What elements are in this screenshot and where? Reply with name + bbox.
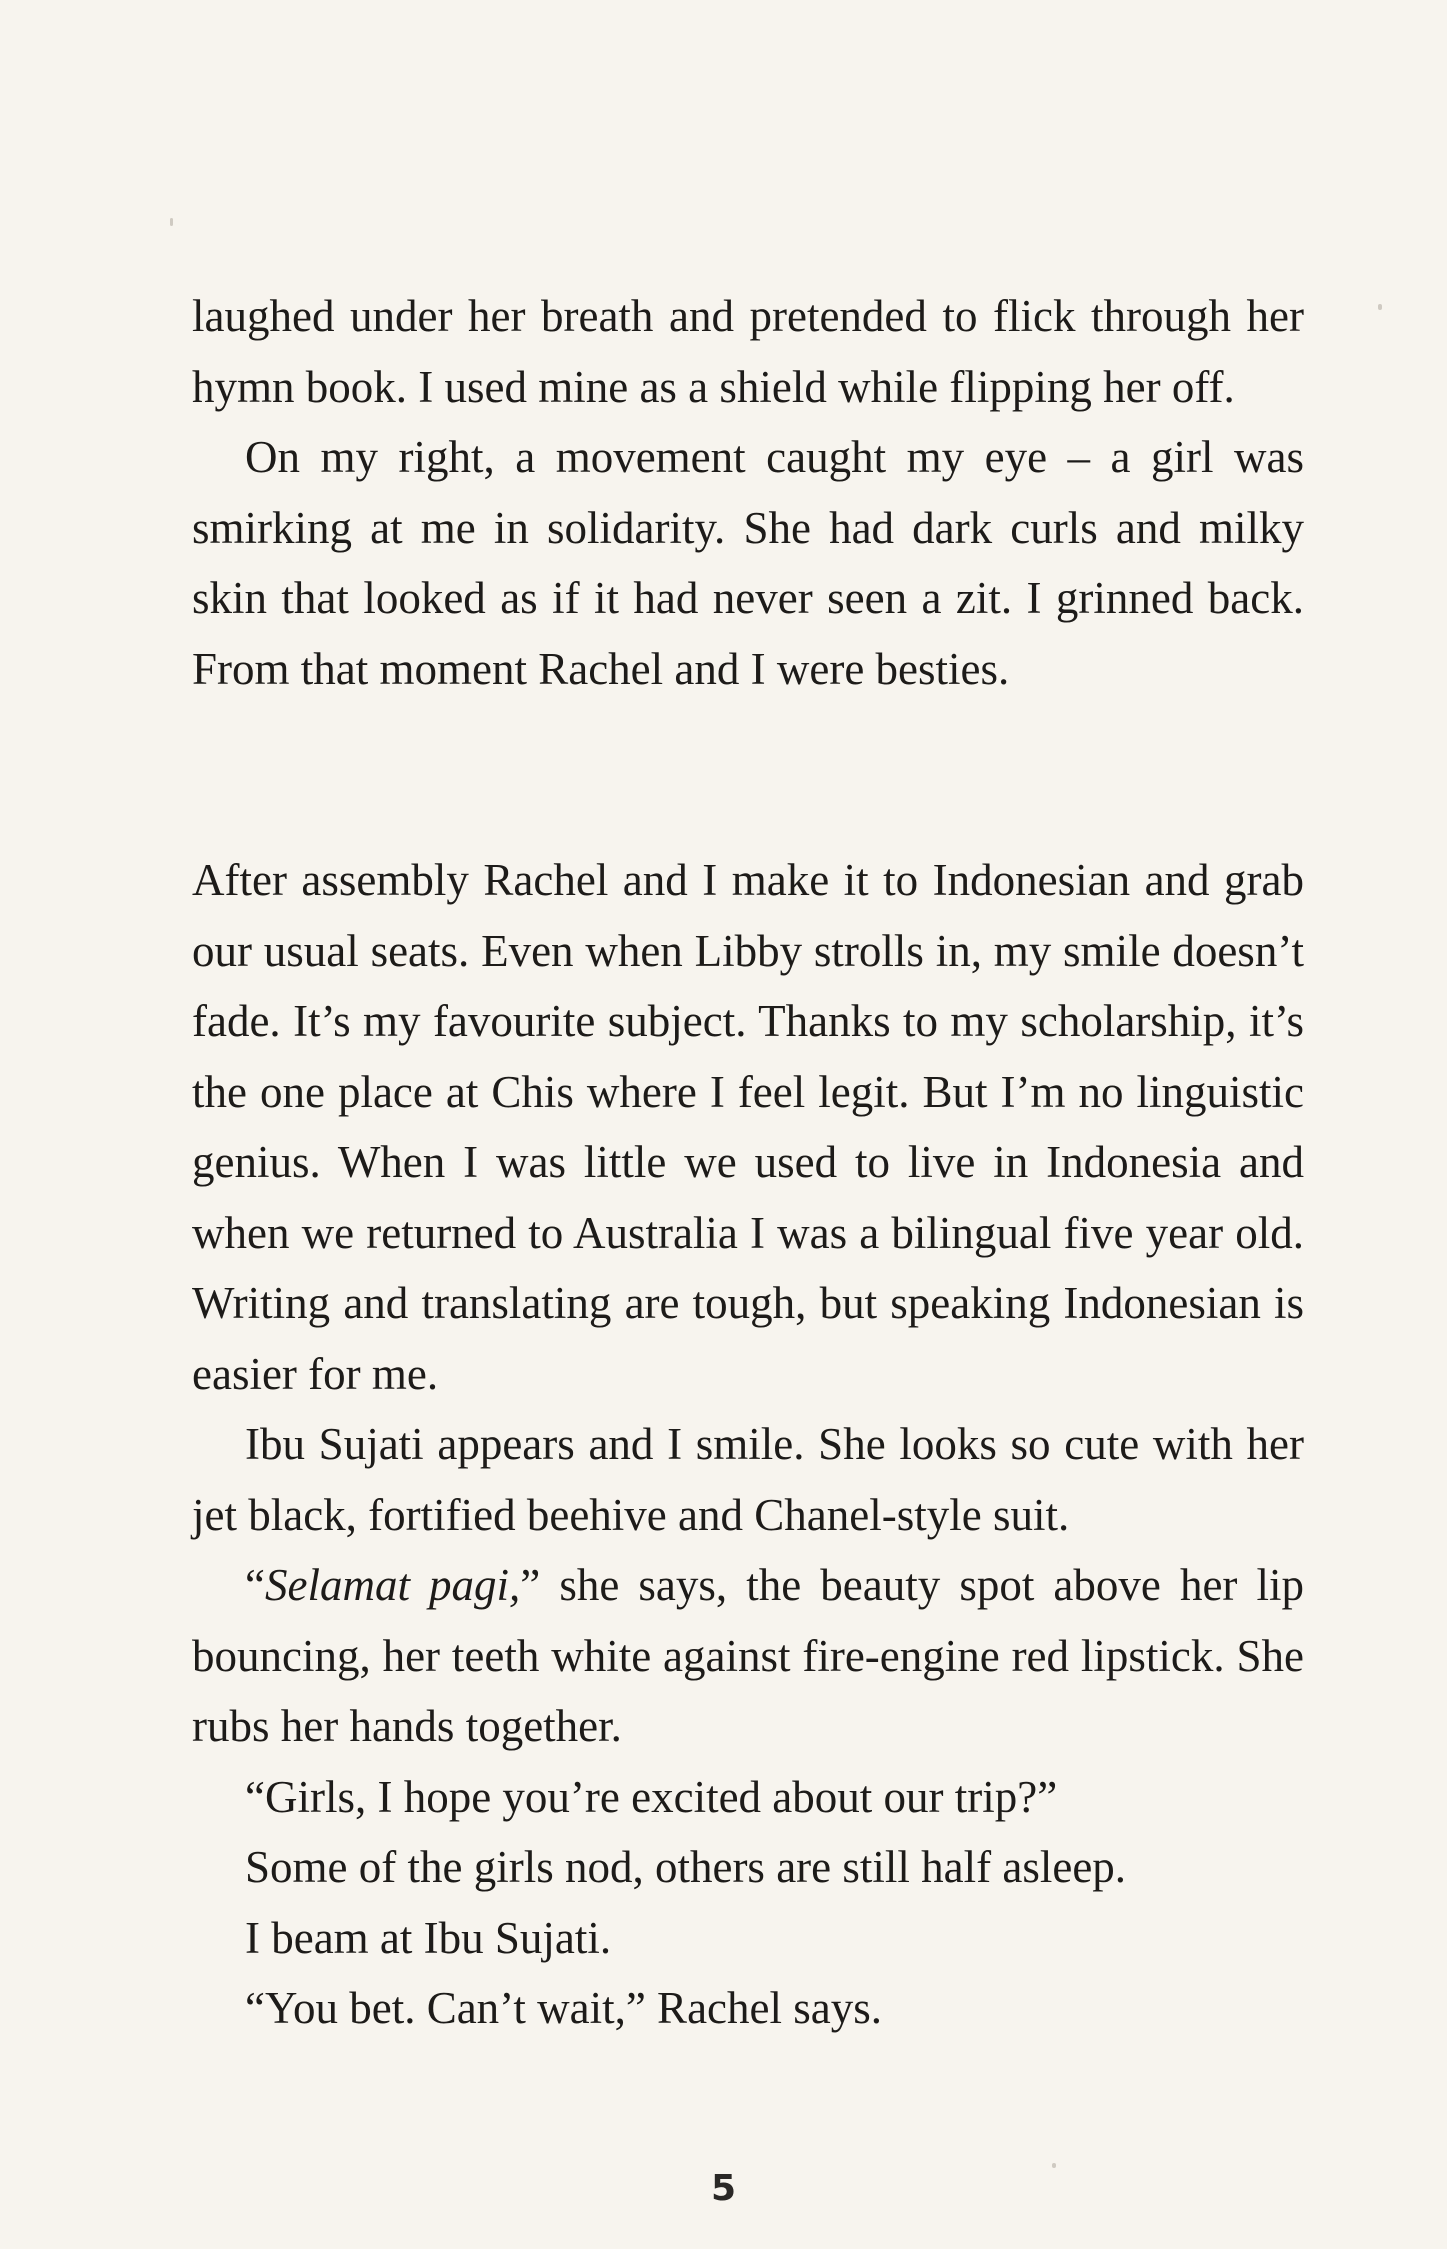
paragraph: laughed under her breath and pretended to flick through her hymn book. I used mine as a shield while flipping her off. (192, 291, 1304, 412)
quote-open: “ (245, 1560, 265, 1610)
scan-speck (170, 218, 173, 226)
dialogue-line: “You bet. Can’t wait,” Rachel says. (245, 1983, 882, 2033)
italic-greeting: Selamat pagi, (264, 1560, 521, 1610)
text-block-top (192, 281, 1304, 704)
scan-speck (1378, 304, 1382, 310)
dialogue-line: Some of the girls nod, others are still half asleep. (245, 1842, 1127, 1892)
dialogue-line: I beam at Ibu Sujati. (245, 1912, 612, 1963)
paragraph: After assembly Rachel and I make it to Indonesian and grab our usual seats. Even when Libby strolls in, my smile doesn’t fade. It’s my favourite subject. Thanks to my scholarship, it’s the one place at Chis where I feel legit. But I’m no linguistic genius. When I was little we used to live in Indonesia and when we returned to Australia I was a bilingual five year old. Writing and translating are tough, but speaking Indonesian is easier for me. (192, 855, 1304, 1399)
text-block-main (192, 845, 1304, 2044)
dialogue-paragraph (192, 1550, 1304, 1762)
dialogue-text: she says, the beauty spot above her lip bouncing, her teeth white against fire-engine red lipstick. She rubs her hands together. (192, 1560, 1304, 1751)
quote-close: ” (520, 1560, 541, 1610)
dialogue-line: “Girls, I hope you’re excited about our trip?” (245, 1771, 1058, 1822)
page-number: 5 (710, 2168, 737, 2209)
paragraph: On my right, a movement caught my eye – a girl was smirking at me in solidarity. She had dark curls and milky skin that looked as if it had never seen a zit. I grinned back. From that moment Rachel and I were besties. (192, 432, 1304, 694)
scan-speck (1052, 2163, 1056, 2168)
paragraph: Ibu Sujati appears and I smile. She looks so cute with her jet black, fortified beehive and Chanel-style suit. (192, 1419, 1304, 1540)
